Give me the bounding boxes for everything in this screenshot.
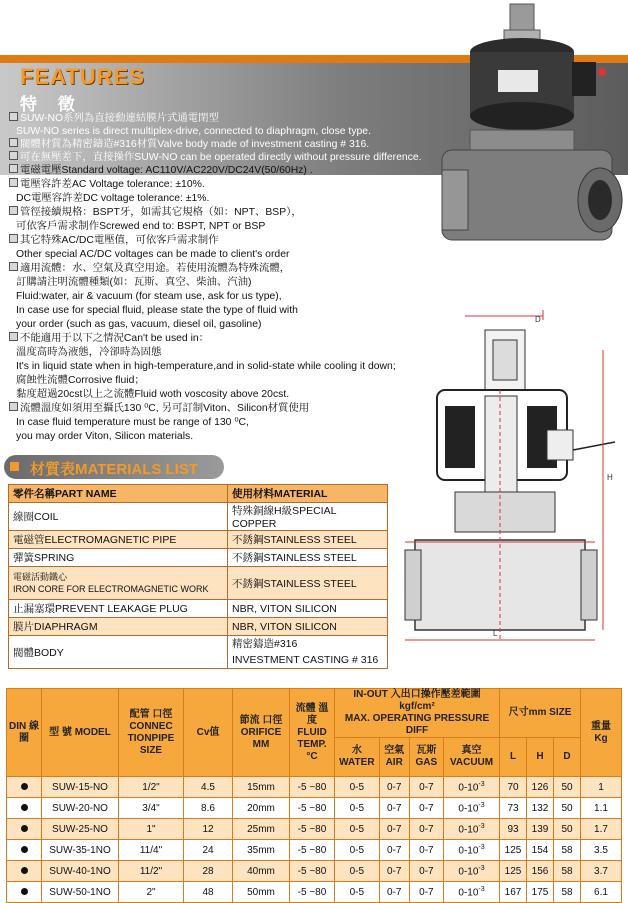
orifice-cell: 50mm [233, 882, 290, 903]
gas-header: 瓦斯 GAS [409, 738, 443, 777]
cv-cell: 12 [184, 819, 233, 840]
dim-label-l: L [493, 629, 498, 638]
materials-table [8, 484, 388, 669]
table-row [9, 549, 388, 567]
din-dot-icon [21, 804, 28, 811]
l-cell: 73 [500, 798, 527, 819]
materials-bullet-icon [10, 462, 19, 471]
spec-header-row [7, 689, 622, 738]
materials-header-row [9, 485, 388, 503]
bullet-icon [9, 151, 18, 160]
model-header: 型 號 MODEL [42, 689, 119, 777]
gas-cell: 0-7 [409, 819, 443, 840]
table-row [9, 636, 388, 669]
h-cell: 126 [527, 777, 554, 798]
feature-line-1: SUW-NO系列為直接動連結膜片式通電閉型 [9, 112, 219, 125]
feature-line-3: 閥體材質為精密鑄造#316材質Valve body made of investment casting # 316. [9, 138, 369, 151]
part-name-cell: 彈簧SPRING [9, 549, 228, 567]
cv-cell: 28 [184, 861, 233, 882]
din-dot-icon [21, 867, 28, 874]
gas-cell: 0-7 [409, 777, 443, 798]
orifice-cell: 35mm [233, 840, 290, 861]
material-cell: 精密鑄造#316 INVESTMENT CASTING # 316 [228, 636, 388, 669]
orifice-cell: 15mm [233, 777, 290, 798]
bullet-icon [9, 332, 18, 341]
din-cell [7, 840, 42, 861]
cv-cell: 8.6 [184, 798, 233, 819]
table-row [9, 618, 388, 636]
valve-cross-section-diagram [395, 310, 628, 650]
table-row [9, 503, 388, 531]
table-row [7, 819, 622, 840]
weight-header: 重量 Kg [581, 689, 622, 777]
water-cell: 0-5 [335, 819, 380, 840]
model-cell: SUW-40-1NO [42, 861, 119, 882]
temp-cell: -5 ~80 [290, 819, 335, 840]
material-cell: 特殊銅線H級SPECIAL COPPER [228, 503, 388, 531]
feature-line-22: 流體溫度如須用至攝氏130 ⁰C, 另可訂制Viton、Silicon材質使用 [9, 402, 309, 415]
d-cell: 58 [554, 840, 581, 861]
water-cell: 0-5 [335, 798, 380, 819]
part-name-cell: 膜片DIAPHRAGM [9, 618, 228, 636]
cv-header: Cv值 [184, 689, 233, 777]
orifice-header: 節流 口徑 ORIFICE MM [233, 689, 290, 777]
l-cell: 93 [500, 819, 527, 840]
l-header: L [500, 738, 527, 777]
water-cell: 0-5 [335, 840, 380, 861]
h-header: H [527, 738, 554, 777]
part-name-cell: 閥體BODY [9, 636, 228, 669]
table-row [7, 882, 622, 903]
size-cell: 3/4" [119, 798, 184, 819]
material-cell: 不銹鋼STAINLESS STEEL [228, 549, 388, 567]
part-name-cell: 電磁管ELECTROMAGNETIC PIPE [9, 531, 228, 549]
d-cell: 50 [554, 819, 581, 840]
feature-line-21: 黏度超過20cst以上之流體Fluid woth voscosity above 20cst. [16, 389, 290, 400]
din-cell [7, 777, 42, 798]
feature-line-12: 適用流體：水、空氣及真空用途。若使用流體為特殊流體， [9, 262, 290, 275]
temp-cell: -5 ~80 [290, 777, 335, 798]
d-header: D [554, 738, 581, 777]
size-header: 配管 口徑 CONNEC TIONPIPE SIZE [119, 689, 184, 777]
h-cell: 132 [527, 798, 554, 819]
pressure-header: IN-OUT 入出口操作壓差範圍kgf/cm² MAX. OPERATING PRESSURE DIFF [335, 689, 500, 738]
bullet-icon [9, 402, 18, 411]
air-cell: 0-7 [379, 882, 409, 903]
feature-line-9: 可依客戶需求制作Screwed end to: BSPT, NPT or BSP [16, 221, 266, 232]
cv-cell: 4.5 [184, 777, 233, 798]
air-header: 空氣 AIR [379, 738, 409, 777]
temp-cell: -5 ~80 [290, 840, 335, 861]
din-cell [7, 798, 42, 819]
dim-header: 尺寸mm SIZE [500, 689, 581, 738]
feature-line-20: 腐蝕性流體Corrosive fluid； [16, 375, 145, 386]
feature-line-19: It's in liquid state when in high-temperature,and in solid-state while cooling it down; [16, 361, 396, 372]
size-cell: 1" [119, 819, 184, 840]
weight-cell: 1.1 [581, 798, 622, 819]
bullet-icon [9, 178, 18, 187]
table-row [9, 600, 388, 618]
weight-cell: 1.7 [581, 819, 622, 840]
h-cell: 156 [527, 861, 554, 882]
model-cell: SUW-20-NO [42, 798, 119, 819]
air-cell: 0-7 [379, 798, 409, 819]
model-cell: SUW-15-NO [42, 777, 119, 798]
valve-photo [440, 0, 628, 250]
spec-table [6, 688, 622, 903]
feature-line-6: 電壓容許差AC Voltage tolerance: ±10%. [9, 178, 205, 191]
l-cell: 125 [500, 840, 527, 861]
weight-cell: 3.5 [581, 840, 622, 861]
d-cell: 58 [554, 861, 581, 882]
feature-line-15: In case use for special fluid, please state the type of fluid with [16, 305, 298, 316]
feature-line-18: 溫度高時為液態，冷卻時為固態 [16, 347, 162, 358]
l-cell: 70 [500, 777, 527, 798]
table-row [7, 798, 622, 819]
feature-line-16: your order (such as gas, vacuum, diesel oil, gasoline) [16, 319, 262, 330]
part-name-cell: 線圈COIL [9, 503, 228, 531]
material-cell: 不銹鋼STAINLESS STEEL [228, 531, 388, 549]
din-dot-icon [21, 825, 28, 832]
feature-line-7: DC電壓容許差DC voltage tolerance: ±1%. [16, 193, 210, 204]
din-dot-icon [21, 888, 28, 895]
weight-cell: 6.1 [581, 882, 622, 903]
temp-cell: -5 ~80 [290, 861, 335, 882]
part-name-cell: 電磁活動鐵心 IRON CORE FOR ELECTROMAGNETIC WORK [9, 567, 228, 600]
air-cell: 0-7 [379, 840, 409, 861]
material-cell: NBR, VITON SILICON [228, 600, 388, 618]
size-cell: 11/4" [119, 840, 184, 861]
h-cell: 175 [527, 882, 554, 903]
d-cell: 50 [554, 798, 581, 819]
feature-line-8: 管徑接續規格：BSPT牙，如需其它規格（如：NPT、BSP）， [9, 206, 302, 219]
h-cell: 154 [527, 840, 554, 861]
vacuum-cell: $0-10^{-3}$ [444, 861, 500, 882]
din-dot-icon [21, 846, 28, 853]
water-cell: 0-5 [335, 777, 380, 798]
feature-line-10: 其它特殊AC/DC電壓值，可依客戶需求制作 [9, 234, 219, 247]
bullet-icon [9, 138, 18, 147]
vacuum-cell: $0-10^{-3}$ [444, 840, 500, 861]
model-cell: SUW-50-1NO [42, 882, 119, 903]
features-title: FEATURES [20, 64, 145, 89]
cv-cell: 48 [184, 882, 233, 903]
gas-cell: 0-7 [409, 840, 443, 861]
table-row [7, 777, 622, 798]
vacuum-header: 真空 VACUUM [444, 738, 500, 777]
materials-title: 材質表MATERIALS LIST [30, 461, 199, 478]
l-cell: 125 [500, 861, 527, 882]
gas-cell: 0-7 [409, 882, 443, 903]
size-cell: 2" [119, 882, 184, 903]
feature-line-17: 不能適用于以下之情況Can't be used in： [9, 332, 209, 345]
feature-line-24: you may order Viton, Silicon materials. [16, 431, 194, 442]
features-subtitle: 特 徵 [20, 95, 83, 114]
feature-line-23: In case fluid temperature must be range of 130 ⁰C, [16, 417, 249, 428]
l-cell: 167 [500, 882, 527, 903]
water-cell: 0-5 [335, 861, 380, 882]
part-name-cell: 止漏塞環PREVENT LEAKAGE PLUG [9, 600, 228, 618]
model-cell: SUW-25-NO [42, 819, 119, 840]
material-header: 使用材料MATERIAL [228, 485, 388, 503]
feature-line-5: 電磁電壓Standard voltage: AC110V/AC220V/DC24V(50/60Hz) . [9, 164, 313, 177]
h-cell: 139 [527, 819, 554, 840]
feature-line-4: 可在無壓差下，直接操作SUW-NO can be operated directly without pressure difference. [9, 151, 422, 164]
dim-label-h: H [607, 473, 613, 482]
vacuum-cell: $0-10^{-3}$ [444, 882, 500, 903]
d-cell: 58 [554, 882, 581, 903]
bullet-icon [9, 112, 18, 121]
vacuum-cell: $0-10^{-3}$ [444, 798, 500, 819]
bullet-icon [9, 206, 18, 215]
table-row [7, 840, 622, 861]
feature-line-2: SUW-NO series is direct multiplex-drive, connected to diaphragm, close type. [16, 126, 371, 137]
temp-cell: -5 ~80 [290, 798, 335, 819]
din-cell [7, 882, 42, 903]
weight-cell: 1 [581, 777, 622, 798]
air-cell: 0-7 [379, 819, 409, 840]
dim-label-d: D [535, 315, 541, 324]
bullet-icon [9, 234, 18, 243]
temp-cell: -5 ~80 [290, 882, 335, 903]
water-header: 水 WATER [335, 738, 380, 777]
water-cell: 0-5 [335, 882, 380, 903]
vacuum-cell: $0-10^{-3}$ [444, 777, 500, 798]
temp-header: 流體 溫度 FLUID TEMP. °C [290, 689, 335, 777]
table-row [9, 567, 388, 600]
model-cell: SUW-35-1NO [42, 840, 119, 861]
din-cell [7, 819, 42, 840]
air-cell: 0-7 [379, 861, 409, 882]
orifice-cell: 25mm [233, 819, 290, 840]
part-name-header: 零件名稱PART NAME [9, 485, 228, 503]
d-cell: 50 [554, 777, 581, 798]
air-cell: 0-7 [379, 777, 409, 798]
material-cell: NBR, VITON SILICON [228, 618, 388, 636]
bullet-icon [9, 262, 18, 271]
table-row [7, 861, 622, 882]
cv-cell: 24 [184, 840, 233, 861]
table-row [9, 531, 388, 549]
gas-cell: 0-7 [409, 798, 443, 819]
feature-line-11: Other special AC/DC voltages can be made to client's order [16, 249, 290, 260]
weight-cell: 3.7 [581, 861, 622, 882]
orifice-cell: 40mm [233, 861, 290, 882]
din-header: DIN 線圈 [7, 689, 42, 777]
feature-line-13: 訂購請注明流體種類(如：瓦斯、真空、柴油、汽油) [16, 277, 252, 288]
feature-line-14: Fluid:water, air & vacuum (for steam use, ask for us type), [16, 291, 282, 302]
orifice-cell: 20mm [233, 798, 290, 819]
size-cell: 11/2" [119, 861, 184, 882]
din-cell [7, 861, 42, 882]
bullet-icon [9, 164, 18, 173]
size-cell: 1/2" [119, 777, 184, 798]
material-cell: 不銹鋼STAINLESS STEEL [228, 567, 388, 600]
gas-cell: 0-7 [409, 861, 443, 882]
vacuum-cell: $0-10^{-3}$ [444, 819, 500, 840]
din-dot-icon [21, 783, 28, 790]
